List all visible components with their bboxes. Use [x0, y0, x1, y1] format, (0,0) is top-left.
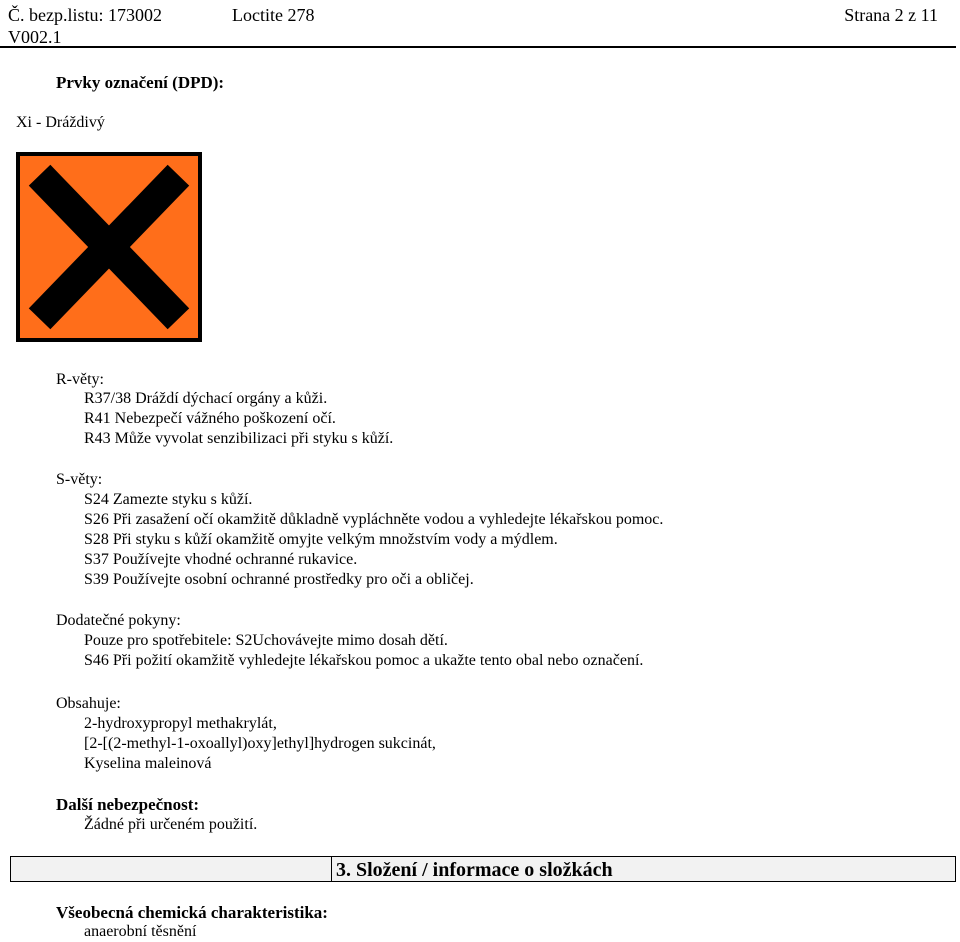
r-phrase-item: R43 Může vyvolat senzibilizaci při styku s kůží. [84, 430, 394, 447]
additional-label: Dodatečné pokyny: [56, 612, 181, 629]
irritant-x-graphic [20, 156, 198, 338]
section-bar-divider [331, 857, 332, 881]
contains-item: [2-[(2-methyl-1-oxoallyl)oxy]ethyl]hydrogen sukcinát, [84, 735, 436, 752]
s-phrase-item: S28 Při styku s kůží okamžitě omyjte velkým množstvím vody a mýdlem. [84, 531, 558, 548]
contains-item: Kyselina maleinová [84, 755, 212, 772]
contains-label: Obsahuje: [56, 695, 121, 712]
header-rule [0, 46, 956, 48]
additional-item: Pouze pro spotřebitele: S2Uchovávejte mimo dosah dětí. [84, 632, 448, 649]
dpd-title: Prvky označení (DPD): [56, 73, 225, 92]
general-label: Všeobecná chemická charakteristika: [56, 903, 328, 922]
other-hazard-value: Žádné při určeném použití. [84, 816, 258, 833]
s-phrase-item: S24 Zamezte styku s kůží. [84, 491, 253, 508]
r-phrase-item: R41 Nebezpečí vážného poškození očí. [84, 410, 336, 427]
s-phrase-item: S26 Při zasažení očí okamžitě důkladně vypláchněte vodou a vyhledejte lékařskou pomoc. [84, 511, 664, 528]
doc-number: Č. bezp.listu: 173002 [8, 5, 162, 25]
s-phrase-item: S39 Používejte osobní ochranné prostředky pro oči a obličej. [84, 571, 474, 588]
page-number: Strana 2 z 11 [844, 5, 938, 25]
doc-version: V002.1 [8, 27, 62, 47]
general-value: anaerobní těsnění [84, 923, 197, 940]
r-phrases-label: R-věty: [56, 371, 104, 388]
product-name: Loctite 278 [232, 5, 315, 25]
section-3-title: 3. Složení / informace o složkách [336, 859, 613, 881]
s-phrase-item: S37 Používejte vhodné ochranné rukavice. [84, 551, 358, 568]
additional-item: S46 Při požití okamžitě vyhledejte lékařskou pomoc a ukažte tento obal nebo označení. [84, 652, 644, 669]
other-hazard-label: Další nebezpečnost: [56, 795, 200, 814]
irritant-x-icon [16, 152, 202, 342]
s-phrases-label: S-věty: [56, 471, 103, 488]
r-phrase-item: R37/38 Dráždí dýchací orgány a kůži. [84, 390, 328, 407]
contains-item: 2-hydroxypropyl methakrylát, [84, 715, 277, 732]
dpd-classification: Xi - Dráždivý [16, 114, 105, 131]
